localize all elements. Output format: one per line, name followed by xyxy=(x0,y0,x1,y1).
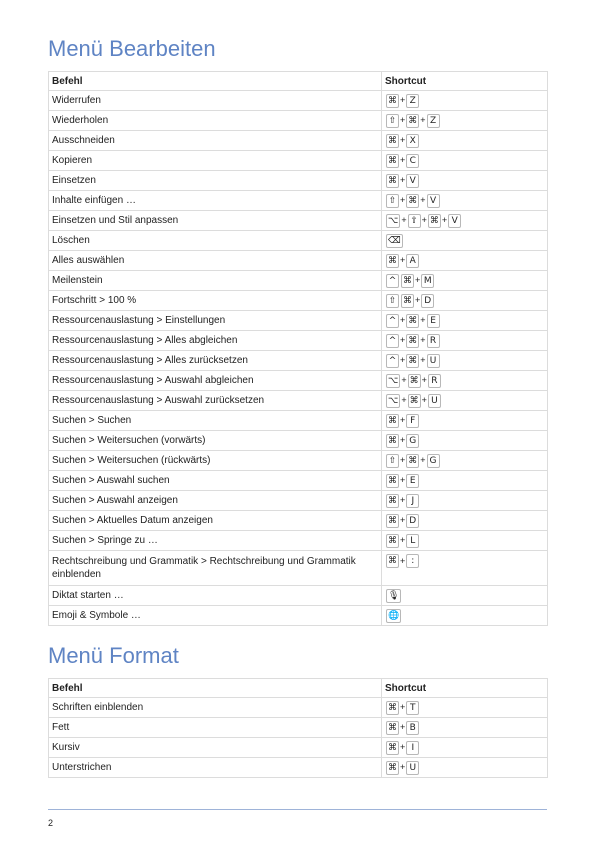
keycap: ⌘ xyxy=(409,395,419,406)
key-combination xyxy=(385,334,441,348)
table-row xyxy=(49,551,548,586)
shortcut-cell xyxy=(382,311,548,331)
shortcut-cell xyxy=(382,291,548,311)
keycap: ⌘ xyxy=(388,556,397,566)
command-cell: Kopieren xyxy=(49,151,382,171)
table-header-row xyxy=(49,679,548,698)
key-combination xyxy=(385,414,420,428)
keycap: B xyxy=(406,721,419,735)
keycap: R xyxy=(428,374,441,388)
key-combination xyxy=(385,534,420,548)
plus-separator: + xyxy=(421,395,427,405)
keycap: G xyxy=(427,454,440,468)
command-cell: Suchen > Aktuelles Datum anzeigen xyxy=(49,511,382,531)
shortcut-cell xyxy=(382,551,548,586)
keycap: ⌥ xyxy=(388,395,399,406)
shortcut-cell xyxy=(382,151,548,171)
command-cell: Ressourcenauslastung > Auswahl abgleichen xyxy=(49,371,382,391)
keycap: : xyxy=(406,554,419,568)
command-cell: Ausschneiden xyxy=(49,131,382,151)
plus-separator: + xyxy=(400,762,406,772)
command-cell: Ressourcenauslastung > Einstellungen xyxy=(49,311,382,331)
keycap: ⌘ xyxy=(388,475,397,486)
keycap: ⌫ xyxy=(388,235,401,246)
table-row xyxy=(49,491,548,511)
command-cell: Unterstrichen xyxy=(49,758,382,778)
command-cell: Fett xyxy=(49,718,382,738)
table-row xyxy=(49,451,548,471)
shortcut-cell xyxy=(382,91,548,111)
command-cell: Widerrufen xyxy=(49,91,382,111)
keycap: J xyxy=(406,494,419,508)
shortcut-cell xyxy=(382,391,548,411)
shortcut-cell xyxy=(382,431,548,451)
keycap: A xyxy=(406,254,419,268)
keycap: C xyxy=(406,154,419,168)
key-combination xyxy=(385,701,420,715)
shortcut-cell xyxy=(382,131,548,151)
command-cell: Suchen > Weitersuchen (rückwärts) xyxy=(49,451,382,471)
shortcut-cell xyxy=(382,606,548,626)
command-cell: Suchen > Springe zu … xyxy=(49,531,382,551)
command-cell: Ressourcenauslastung > Alles zurücksetzen xyxy=(49,351,382,371)
key-combination xyxy=(385,254,420,268)
shortcut-cell xyxy=(382,331,548,351)
keycap: ⌘ xyxy=(409,375,419,386)
keycap: V xyxy=(427,194,440,208)
plus-separator: + xyxy=(415,275,421,285)
shortcut-table-edit xyxy=(48,71,548,626)
key-combination xyxy=(385,234,404,248)
table-row xyxy=(49,151,548,171)
key-combination xyxy=(385,174,420,188)
plus-separator: + xyxy=(400,742,406,752)
table-row xyxy=(49,111,548,131)
command-cell: Diktat starten … xyxy=(49,586,382,606)
keycap: ⇧ xyxy=(386,194,399,208)
keycap: ^ xyxy=(386,274,399,288)
keycap: 🎙 xyxy=(388,590,400,601)
table-row xyxy=(49,758,548,778)
keycap: E xyxy=(427,314,440,328)
keycap: ⌘ xyxy=(388,135,397,146)
shortcut-cell xyxy=(382,271,548,291)
shortcut-cell xyxy=(382,758,548,778)
command-cell: Meilenstein xyxy=(49,271,382,291)
keycap: ⌘ xyxy=(388,415,397,426)
table-row xyxy=(49,311,548,331)
key-combination xyxy=(385,394,442,408)
keycap: U xyxy=(427,354,440,368)
plus-separator: + xyxy=(400,435,406,445)
keycap: ⌥ xyxy=(388,375,399,386)
command-cell: Suchen > Auswahl suchen xyxy=(49,471,382,491)
keycap: ⌥ xyxy=(388,215,399,226)
keycap: ⌘ xyxy=(388,702,397,713)
keycap: ⌘ xyxy=(388,255,397,266)
table-row xyxy=(49,211,548,231)
table-row xyxy=(49,718,548,738)
keycap: ^ xyxy=(386,334,399,348)
shortcut-table-format xyxy=(48,678,548,778)
plus-separator: + xyxy=(400,155,406,165)
keycap: ⇧ xyxy=(386,454,399,468)
plus-separator: + xyxy=(401,215,407,225)
table-row xyxy=(49,698,548,718)
keycap: ⌘ xyxy=(388,515,397,526)
table-row xyxy=(49,586,548,606)
keycap: ⌘ xyxy=(408,335,418,346)
keycap: T xyxy=(406,701,419,715)
table-row xyxy=(49,431,548,451)
command-cell: Fortschritt > 100 % xyxy=(49,291,382,311)
plus-separator: + xyxy=(400,315,406,325)
table-row xyxy=(49,351,548,371)
command-cell: Emoji & Symbole … xyxy=(49,606,382,626)
keycap: ⌘ xyxy=(388,742,397,753)
command-cell: Ressourcenauslastung > Alles abgleichen xyxy=(49,331,382,351)
keycap: V xyxy=(406,174,419,188)
keycap: ⌘ xyxy=(388,495,397,506)
keycap: I xyxy=(406,741,419,755)
keycap: Z xyxy=(406,94,419,108)
plus-separator: + xyxy=(400,555,406,566)
keycap: R xyxy=(427,334,440,348)
column-header-shortcut: Shortcut xyxy=(382,679,548,698)
command-cell: Kursiv xyxy=(49,738,382,758)
table-row xyxy=(49,471,548,491)
shortcut-cell xyxy=(382,211,548,231)
plus-separator: + xyxy=(400,722,406,732)
command-cell: Suchen > Auswahl anzeigen xyxy=(49,491,382,511)
table-row xyxy=(49,606,548,626)
plus-separator: + xyxy=(400,115,406,125)
table-header-row xyxy=(49,72,548,91)
key-combination xyxy=(385,194,441,208)
plus-separator: + xyxy=(415,295,421,305)
plus-separator: + xyxy=(420,115,426,125)
keycap: ⌘ xyxy=(408,455,418,466)
plus-separator: + xyxy=(400,415,406,425)
page-number: 2 xyxy=(48,818,54,828)
table-row xyxy=(49,511,548,531)
table-row xyxy=(49,391,548,411)
keycap: ⌘ xyxy=(408,195,418,206)
keycap: V xyxy=(448,214,461,228)
shortcut-cell xyxy=(382,251,548,271)
footer-divider xyxy=(48,809,547,810)
keycap: ⌘ xyxy=(388,762,397,773)
plus-separator: + xyxy=(400,455,406,465)
shortcut-cell xyxy=(382,471,548,491)
table-row xyxy=(49,531,548,551)
plus-separator: + xyxy=(400,355,406,365)
command-cell: Inhalte einfügen … xyxy=(49,191,382,211)
keycap: D xyxy=(421,294,434,308)
plus-separator: + xyxy=(401,395,407,405)
shortcut-cell xyxy=(382,411,548,431)
command-cell: Einsetzen und Stil anpassen xyxy=(49,211,382,231)
plus-separator: + xyxy=(400,702,406,712)
command-cell: Einsetzen xyxy=(49,171,382,191)
command-cell: Suchen > Suchen xyxy=(49,411,382,431)
plus-separator: + xyxy=(420,355,426,365)
command-cell: Rechtschreibung und Grammatik > Rechtschreibung und Grammatik einblenden xyxy=(49,551,382,586)
key-combination xyxy=(385,314,441,328)
keycap: D xyxy=(406,514,419,528)
column-header-command: Befehl xyxy=(49,72,382,91)
shortcut-cell xyxy=(382,171,548,191)
keycap: ⇧ xyxy=(408,214,421,228)
shortcut-cell xyxy=(382,531,548,551)
key-combination xyxy=(385,134,420,148)
keycap: ⌘ xyxy=(388,435,397,446)
keycap: U xyxy=(428,394,441,408)
keycap: G xyxy=(406,434,419,448)
command-cell: Wiederholen xyxy=(49,111,382,131)
key-combination xyxy=(385,609,402,623)
table-row xyxy=(49,738,548,758)
table-row xyxy=(49,131,548,151)
keycap: 🌐 xyxy=(388,610,400,621)
keycap: ⌘ xyxy=(403,295,412,306)
key-combination xyxy=(385,374,442,388)
key-combination xyxy=(385,474,420,488)
plus-separator: + xyxy=(421,375,427,385)
shortcut-cell xyxy=(382,191,548,211)
keycap: ⇧ xyxy=(386,114,399,128)
column-header-command: Befehl xyxy=(49,679,382,698)
plus-separator: + xyxy=(400,195,406,205)
plus-separator: + xyxy=(420,195,426,205)
plus-separator: + xyxy=(401,375,407,385)
key-combination xyxy=(385,554,420,568)
keycap: ⌘ xyxy=(388,535,397,546)
key-combination xyxy=(385,154,420,168)
table-row xyxy=(49,411,548,431)
command-cell: Alles auswählen xyxy=(49,251,382,271)
key-combination xyxy=(385,514,420,528)
table-row xyxy=(49,191,548,211)
shortcut-cell xyxy=(382,698,548,718)
key-combination xyxy=(385,454,441,468)
column-header-shortcut: Shortcut xyxy=(382,72,548,91)
key-combination xyxy=(385,741,420,755)
plus-separator: + xyxy=(420,315,426,325)
plus-separator: + xyxy=(400,515,406,525)
keycap: ⌘ xyxy=(403,275,412,286)
keycap: ⇧ xyxy=(386,294,399,308)
keycap: ⌘ xyxy=(388,95,397,106)
command-cell: Schriften einblenden xyxy=(49,698,382,718)
table-row xyxy=(49,231,548,251)
plus-separator: + xyxy=(400,175,406,185)
keycap: E xyxy=(406,474,419,488)
document-page xyxy=(48,0,547,778)
plus-separator: + xyxy=(400,495,406,505)
plus-separator: + xyxy=(400,335,406,345)
plus-separator: + xyxy=(400,135,406,145)
keycap: ⌘ xyxy=(429,215,439,226)
table-row xyxy=(49,91,548,111)
plus-separator: + xyxy=(400,255,406,265)
section-title-format: Menü Format xyxy=(48,643,179,668)
key-combination xyxy=(385,274,435,288)
key-combination xyxy=(385,434,420,448)
plus-separator: + xyxy=(421,215,427,225)
key-combination xyxy=(385,721,420,735)
keycap: ⌘ xyxy=(388,175,397,186)
keycap: ⌘ xyxy=(388,155,397,166)
command-cell: Suchen > Weitersuchen (vorwärts) xyxy=(49,431,382,451)
key-combination xyxy=(385,294,435,308)
keycap: X xyxy=(406,134,419,148)
shortcut-cell xyxy=(382,351,548,371)
keycap: ⌘ xyxy=(408,355,418,366)
shortcut-cell xyxy=(382,451,548,471)
plus-separator: + xyxy=(441,215,448,225)
keycap: Z xyxy=(427,114,440,128)
keycap: ⌘ xyxy=(408,315,418,326)
table-row xyxy=(49,251,548,271)
key-combination xyxy=(385,589,402,603)
keycap: F xyxy=(406,414,419,428)
keycap: M xyxy=(421,274,434,288)
keycap: ⌘ xyxy=(388,722,397,733)
keycap: ^ xyxy=(386,314,399,328)
table-row xyxy=(49,331,548,351)
plus-separator: + xyxy=(400,535,406,545)
command-cell: Löschen xyxy=(49,231,382,251)
keycap: U xyxy=(406,761,419,775)
table-row xyxy=(49,171,548,191)
key-combination xyxy=(385,354,441,368)
shortcut-cell xyxy=(382,738,548,758)
section-title-edit: Menü Bearbeiten xyxy=(48,36,216,61)
table-row xyxy=(49,291,548,311)
shortcut-cell xyxy=(382,718,548,738)
key-combination xyxy=(385,114,441,128)
key-combination xyxy=(385,94,420,108)
shortcut-cell xyxy=(382,491,548,511)
shortcut-cell xyxy=(382,586,548,606)
shortcut-cell xyxy=(382,511,548,531)
command-cell: Ressourcenauslastung > Auswahl zurücksetzen xyxy=(49,391,382,411)
keycap: ^ xyxy=(386,354,399,368)
table-row xyxy=(49,271,548,291)
plus-separator: + xyxy=(420,335,426,345)
keycap: ⌘ xyxy=(408,115,418,126)
shortcut-cell xyxy=(382,111,548,131)
key-combination xyxy=(385,214,462,228)
keycap: L xyxy=(406,534,419,548)
shortcut-cell xyxy=(382,231,548,251)
plus-separator: + xyxy=(420,455,426,465)
key-combination xyxy=(385,761,420,775)
table-row xyxy=(49,371,548,391)
shortcut-cell xyxy=(382,371,548,391)
key-combination xyxy=(385,494,420,508)
plus-separator: + xyxy=(400,95,406,105)
plus-separator: + xyxy=(400,475,406,485)
